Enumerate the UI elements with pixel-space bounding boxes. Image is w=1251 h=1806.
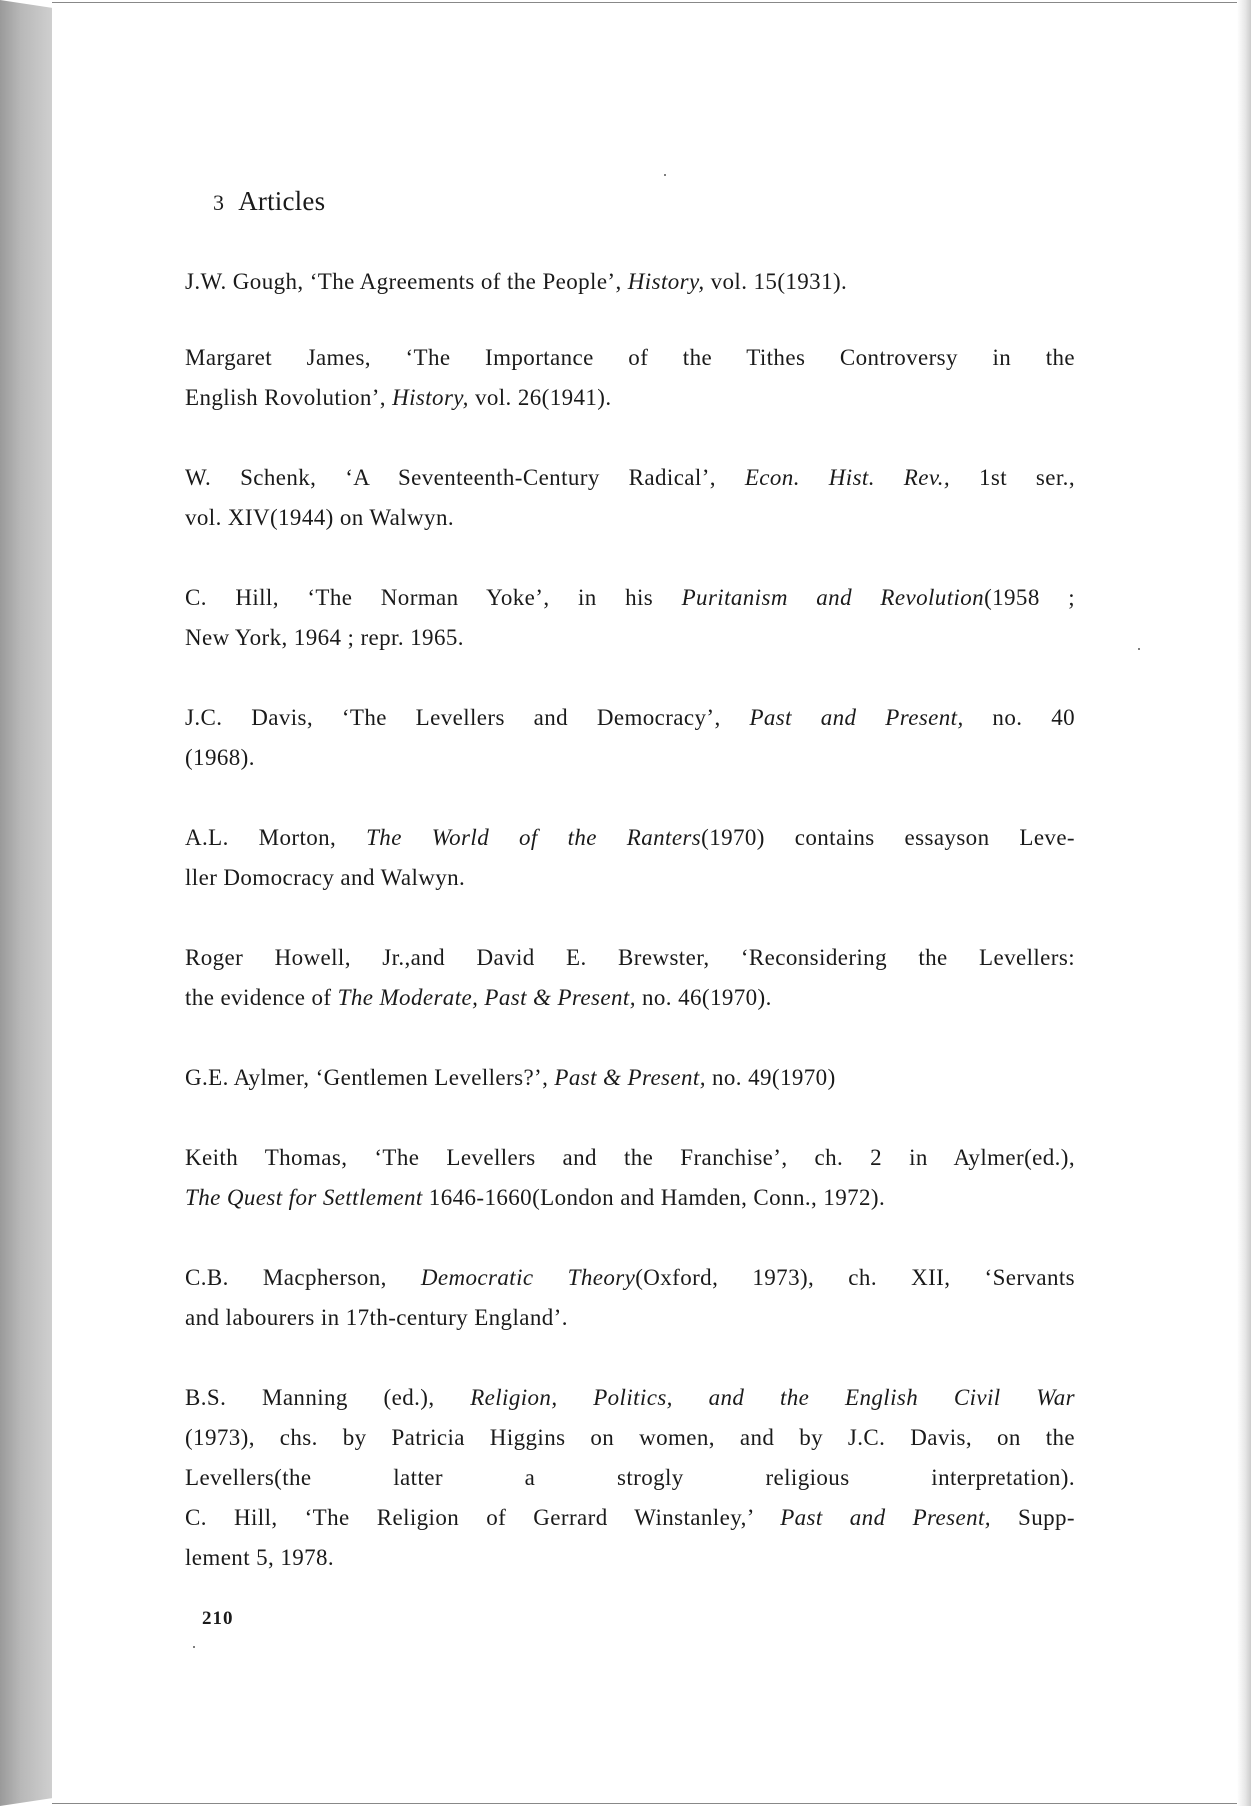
italic-title: Econ. Hist. Rev., xyxy=(744,465,951,490)
entry-text: C.B. Macpherson, xyxy=(185,1265,421,1290)
speck xyxy=(1138,648,1140,650)
entry-text: ller Domocracy and Walwyn. xyxy=(185,865,466,890)
entry-line xyxy=(185,818,1075,858)
entry-line xyxy=(185,378,1075,418)
italic-title: History, xyxy=(627,269,705,294)
italic-title: The World of the Ranters xyxy=(366,825,702,850)
page-edge xyxy=(1237,0,1251,1806)
section-heading xyxy=(213,186,325,217)
speck xyxy=(193,1646,195,1648)
entry-text: Margaret James, ‘The Importance of the Tithes Controversy in the xyxy=(185,345,1075,370)
entry-text: English Rovolution’, xyxy=(185,385,393,410)
speck xyxy=(664,174,666,176)
bibliography-entry xyxy=(185,698,1075,778)
entry-line xyxy=(185,1258,1075,1298)
italic-title: Past and Present, xyxy=(780,1505,991,1530)
entry-line xyxy=(185,1298,1075,1338)
entry-text: G.E. Aylmer, ‘Gentlemen Levellers?’, xyxy=(185,1065,555,1090)
entry-text: Keith Thomas, ‘The Levellers and the Franchise’, ch. 2 in Aylmer(ed.), xyxy=(185,1145,1075,1170)
italic-title: History, xyxy=(392,385,469,410)
entry-text: vol. XIV(1944) on Walwyn. xyxy=(185,505,454,530)
italic-title: Puritanism and Revolution xyxy=(681,585,985,610)
entry-line xyxy=(185,1498,1075,1538)
entry-text: 1646-1660(London and Hamden, Conn., 1972). xyxy=(422,1185,886,1210)
section-number: 3 xyxy=(213,190,225,215)
bibliography-entry xyxy=(185,338,1075,418)
bibliography-entry xyxy=(185,818,1075,898)
entry-line xyxy=(185,1418,1075,1458)
entry-text: and labourers in 17th-century England’. xyxy=(185,1305,568,1330)
book-spine xyxy=(0,0,53,1806)
entry-line xyxy=(185,978,1075,1018)
entry-text: A.L. Morton, xyxy=(185,825,367,850)
entry-line xyxy=(185,1538,1075,1578)
bibliography-entry xyxy=(185,458,1075,538)
entry-text: J.C. Davis, ‘The Levellers and Democracy’, xyxy=(185,705,750,730)
entry-line xyxy=(185,1058,1075,1098)
entry-line xyxy=(185,858,1075,898)
entry-text: no. 49(1970) xyxy=(705,1065,836,1090)
entry-text: W. Schenk, ‘A Seventeenth-Century Radical’, xyxy=(185,465,745,490)
entry-line xyxy=(185,498,1075,538)
entry-text: vol. 26(1941). xyxy=(468,385,612,410)
entry-line xyxy=(185,1458,1075,1498)
entry-line xyxy=(185,938,1075,978)
italic-title: The Quest for Settlement xyxy=(185,1185,423,1210)
entry-text: New York, 1964 ; repr. 1965. xyxy=(185,625,464,650)
entry-text: B.S. Manning (ed.), xyxy=(185,1385,471,1410)
bibliography-entry xyxy=(185,1138,1075,1218)
italic-title: Democratic Theory xyxy=(420,1265,636,1290)
entry-line xyxy=(185,338,1075,378)
entry-text: C. Hill, ‘The Norman Yoke’, in his xyxy=(185,585,682,610)
entry-line xyxy=(185,578,1075,618)
entry-line xyxy=(185,738,1075,778)
entry-text: (1968). xyxy=(185,745,255,770)
bibliography-entry xyxy=(185,938,1075,1018)
italic-title: The Moderate, Past & Present, xyxy=(337,985,636,1010)
entry-text: 1st ser., xyxy=(950,465,1075,490)
entry-text: J.W. Gough, ‘The Agreements of the People’, xyxy=(185,269,628,294)
entry-text: lement 5, 1978. xyxy=(185,1545,335,1570)
entry-line xyxy=(185,262,1075,302)
entry-text: (1958 ; xyxy=(984,585,1075,610)
entry-line xyxy=(185,1178,1075,1218)
entry-text: Supp- xyxy=(990,1505,1075,1530)
entry-text: no. 40 xyxy=(963,705,1075,730)
bibliography-entry xyxy=(185,1258,1075,1338)
bibliography-entry xyxy=(185,1058,1075,1098)
entry-text: no. 46(1970). xyxy=(635,985,772,1010)
page-number: 210 xyxy=(202,1608,234,1629)
entry-text: (1970) contains essayson Leve- xyxy=(701,825,1075,850)
entry-line xyxy=(185,618,1075,658)
bibliography-entry xyxy=(185,262,1075,302)
bibliography-entry xyxy=(185,1378,1075,1578)
entry-line xyxy=(185,458,1075,498)
entry-text: vol. 15(1931). xyxy=(704,269,848,294)
bibliography-entry xyxy=(185,578,1075,658)
entry-text: (Oxford, 1973), ch. XII, ‘Servants xyxy=(635,1265,1075,1290)
entry-text: Roger Howell, Jr.,and David E. Brewster, ‘Reconsidering the Levellers: xyxy=(185,945,1075,970)
entry-text: the evidence of xyxy=(185,985,338,1010)
italic-title: Past and Present, xyxy=(749,705,964,730)
entry-text: C. Hill, ‘The Religion of Gerrard Winstanley,’ xyxy=(185,1505,781,1530)
italic-title: Past & Present, xyxy=(554,1065,706,1090)
entry-line xyxy=(185,1378,1075,1418)
italic-title: Religion, Politics, and the English Civil War xyxy=(470,1385,1075,1410)
section-title: Articles xyxy=(238,186,326,216)
entry-text: (1973), chs. by Patricia Higgins on women, and by J.C. Davis, on the xyxy=(185,1425,1075,1450)
entry-line xyxy=(185,1138,1075,1178)
entry-line xyxy=(185,698,1075,738)
entry-text: Levellers(the latter a strogly religious interpretation). xyxy=(185,1465,1075,1490)
